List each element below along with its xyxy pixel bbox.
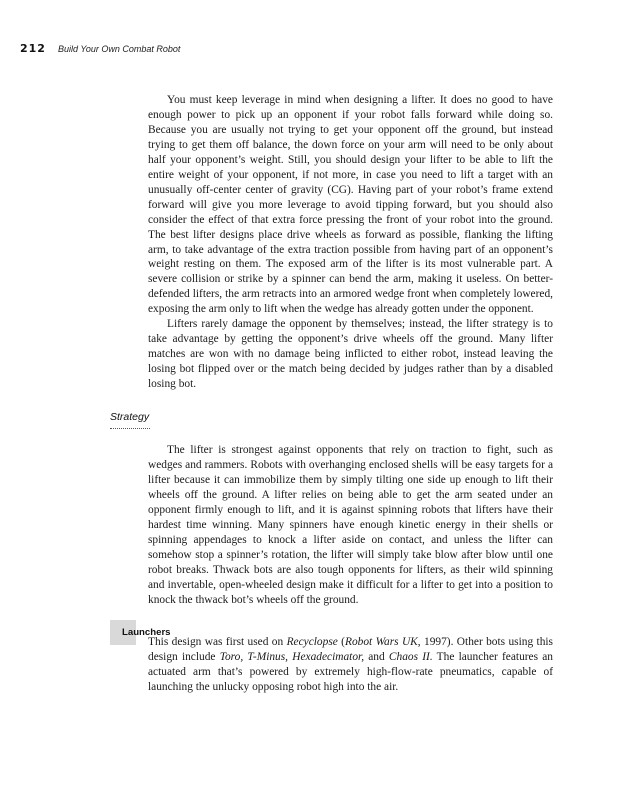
launchers-section — [148, 635, 553, 695]
intro-paragraph-2: Lifters rarely damage the opponent by themselves; instead, the lifter strategy is to take advantage by getting the opponent’s drive wheels off the ground. Many lifter matches are won with no damage being inflicted to either robot, instead leaving the losing bot flipped over or the match being decided by judges rather than by a disabled losing bot. — [148, 318, 553, 391]
bot-name-chaos: Chaos II. — [388, 650, 433, 663]
launchers-paragraph: This design was first used on Recyclopse (Robot Wars UK, 1997). Other bots using this design include Toro, T-Minus, Hexadecimator, and Chaos II. The launcher features an actuated arm that’s powered by extremely high-flow-rate pneumatics, capable of launching the unlucky opposing robot high into the air. — [148, 636, 553, 693]
running-head — [20, 42, 180, 55]
bot-name-recyclopse: Recyclopse — [286, 636, 338, 648]
strategy-heading-rule — [110, 428, 150, 429]
page-number: 212 — [20, 42, 46, 55]
intro-section — [148, 93, 553, 392]
strategy-paragraph: The lifter is strongest against opponents that rely on traction to fight, such as wedges and rammers. Robots with overhanging enclosed shells will be easy targets for a lifter because it can immobilize them by simply tilting one side up enough to lift their wheels off the ground. A lifter relies on being able to get the arm seated under an opponent firmly enough to lift, and it is against spinning robots that lifters have their hardest time winning. Many spinners have enough kinetic energy in their shells or spinning appendages to knock a lifter aside on contact, and unless the lifter can somehow stop a spinner’s rotation, the lifter will simply take blow after blow until one robot breaks. Thwack bots are also tough opponents for lifters, as their wild spinning and invertable, open-wheeled design make it difficult for a lifter to get into a position to knock the thwack bot’s wheels off the ground. — [148, 444, 553, 606]
show-name: Robot Wars UK — [344, 636, 418, 648]
strategy-heading: Strategy — [110, 411, 150, 423]
intro-paragraph-1: You must keep leverage in mind when designing a lifter. It does no good to have enough power to pick up an opponent if your robot falls forward while doing so. Because you are usually not trying to get your opponent off the ground, but instead trying to get them off balance, the down force on your arm will need to be only about half your opponent’s weight. Still, you should design your lifter to be able to lift the entire weight of your opponent, if not more, in case you need to lift a target with an unusually off-center center of gravity (CG). Having part of your robot’s frame extend forward will give you more leverage to avoid tipping forward, but you should also consider the effect of that extra force pressing the front of your robot into the ground. The best lifter designs place drive wheels as forward as possible, flanking the lifting arm, to take advantage of the extra traction possible from having part of an opponent’s weight resting on them. The exposed arm of the lifter is its most vulnerable part. A severe collision or strike by a spinner can bend the arm, making it useless. On better-defended lifters, the arm retracts into an armored wedge front when completely lowered, exposing the arm only to lift when the wedge has already gotten under the opponent. — [148, 94, 553, 316]
strategy-section — [148, 443, 553, 607]
running-title: Build Your Own Combat Robot — [57, 44, 181, 54]
bot-names-list: Toro, T-Minus, Hexadecimator, — [219, 650, 365, 663]
launchers-heading: Launchers — [122, 627, 171, 638]
